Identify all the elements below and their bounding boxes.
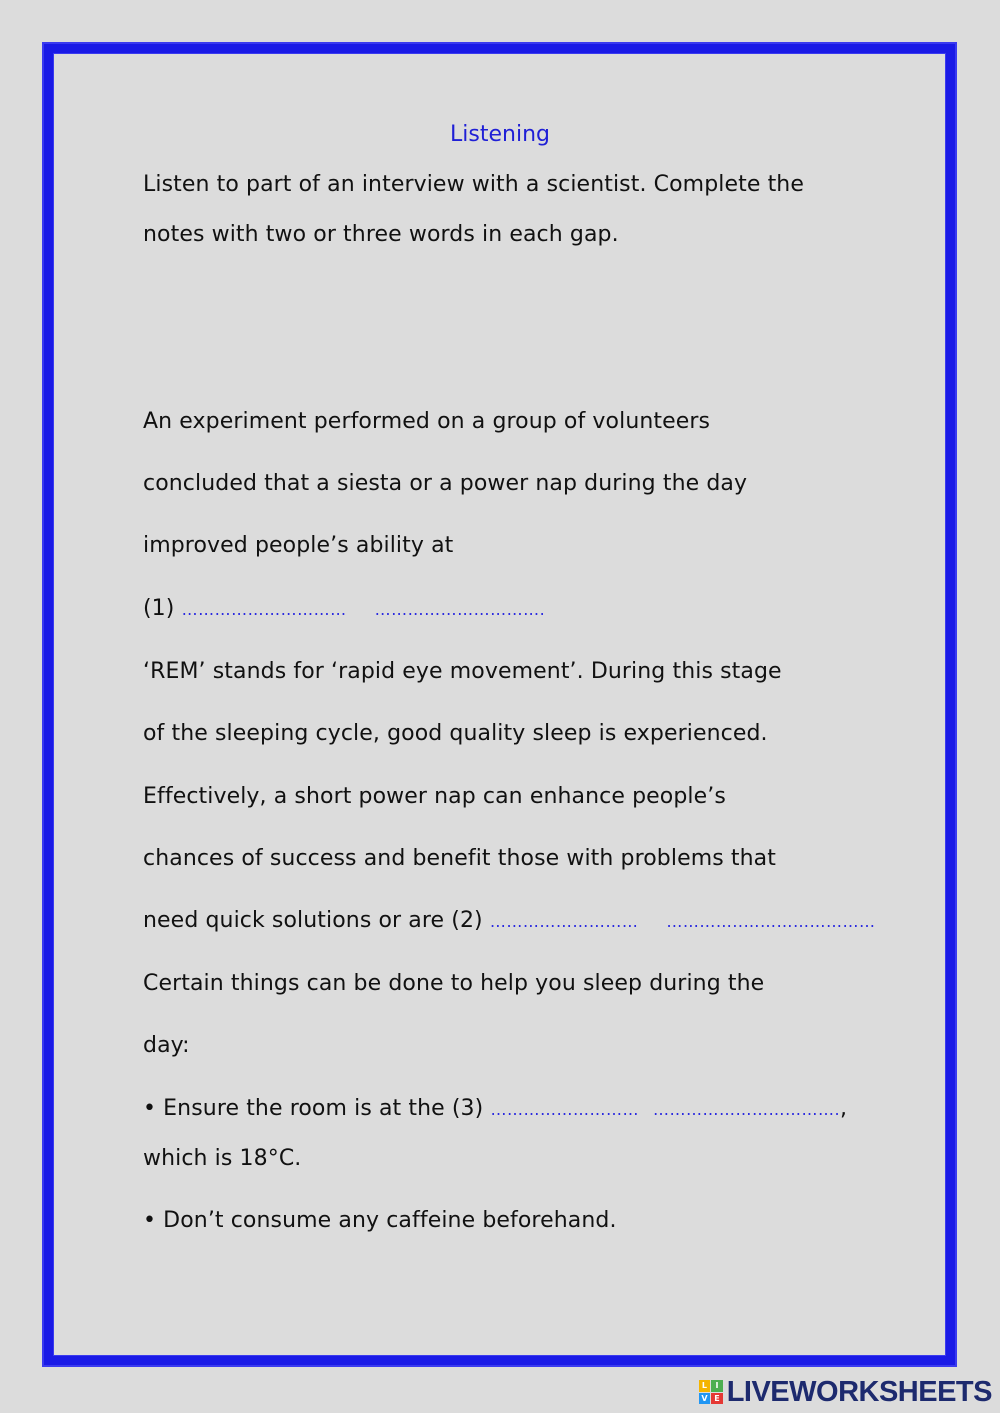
gap-1-line [143, 596, 545, 621]
gap-3-answer-b[interactable]: ……………………………. [652, 1100, 841, 1119]
paragraph-line: concluded that a siesta or a power nap during the day [143, 471, 748, 496]
gap-3-suffix: , [840, 1096, 848, 1121]
logo-mark-icon [699, 1380, 723, 1404]
logo-text: LIVEWORKSHEETS [726, 1375, 992, 1408]
paragraph-line: An experiment performed on a group of volunteers [143, 409, 711, 434]
gap-2-prefix: need quick solutions or are (2) [143, 908, 490, 933]
paragraph-line: Effectively, a short power nap can enhance people’s [143, 784, 726, 809]
paragraph-line: which is 18°C. [143, 1146, 302, 1171]
paragraph-line: of the sleeping cycle, good quality sleep is experienced. [143, 721, 768, 746]
paragraph-line: day: [143, 1033, 190, 1058]
paragraph-line: • Don’t consume any caffeine beforehand. [143, 1208, 617, 1233]
gap-1-answer-b[interactable]: …………………………. [374, 600, 546, 619]
gap-2-answer-b[interactable]: …………..…………………… [666, 912, 876, 931]
gap-2-answer-a[interactable]: ……………………… [489, 912, 639, 931]
gap-1-answer-a[interactable]: ………………………… [181, 600, 347, 619]
gap-3-line [143, 1096, 847, 1121]
gap-2-line [143, 908, 876, 933]
instruction-line-2: notes with two or three words in each gap. [143, 222, 619, 247]
instruction-line-1: Listen to part of an interview with a scientist. Complete the [143, 172, 804, 197]
paragraph-line: chances of success and benefit those with problems that [143, 846, 776, 871]
paragraph-line: improved people’s ability at [143, 533, 454, 558]
logo-mark-letter: E [711, 1393, 723, 1405]
logo-mark-letter: L [699, 1380, 711, 1392]
gap-1-label: (1) [143, 596, 182, 621]
paragraph-line: Certain things can be done to help you sleep during the [143, 971, 765, 996]
logo-mark-letter: I [711, 1380, 723, 1392]
logo-mark-letter: V [699, 1393, 711, 1405]
page-title: Listening [450, 122, 550, 147]
gap-3-answer-a[interactable]: ……………………… [490, 1100, 639, 1119]
paragraph-line: ‘REM’ stands for ‘rapid eye movement’. During this stage [143, 659, 782, 684]
gap-3-prefix: • Ensure the room is at the (3) [143, 1096, 491, 1121]
liveworksheets-logo [699, 1377, 992, 1407]
